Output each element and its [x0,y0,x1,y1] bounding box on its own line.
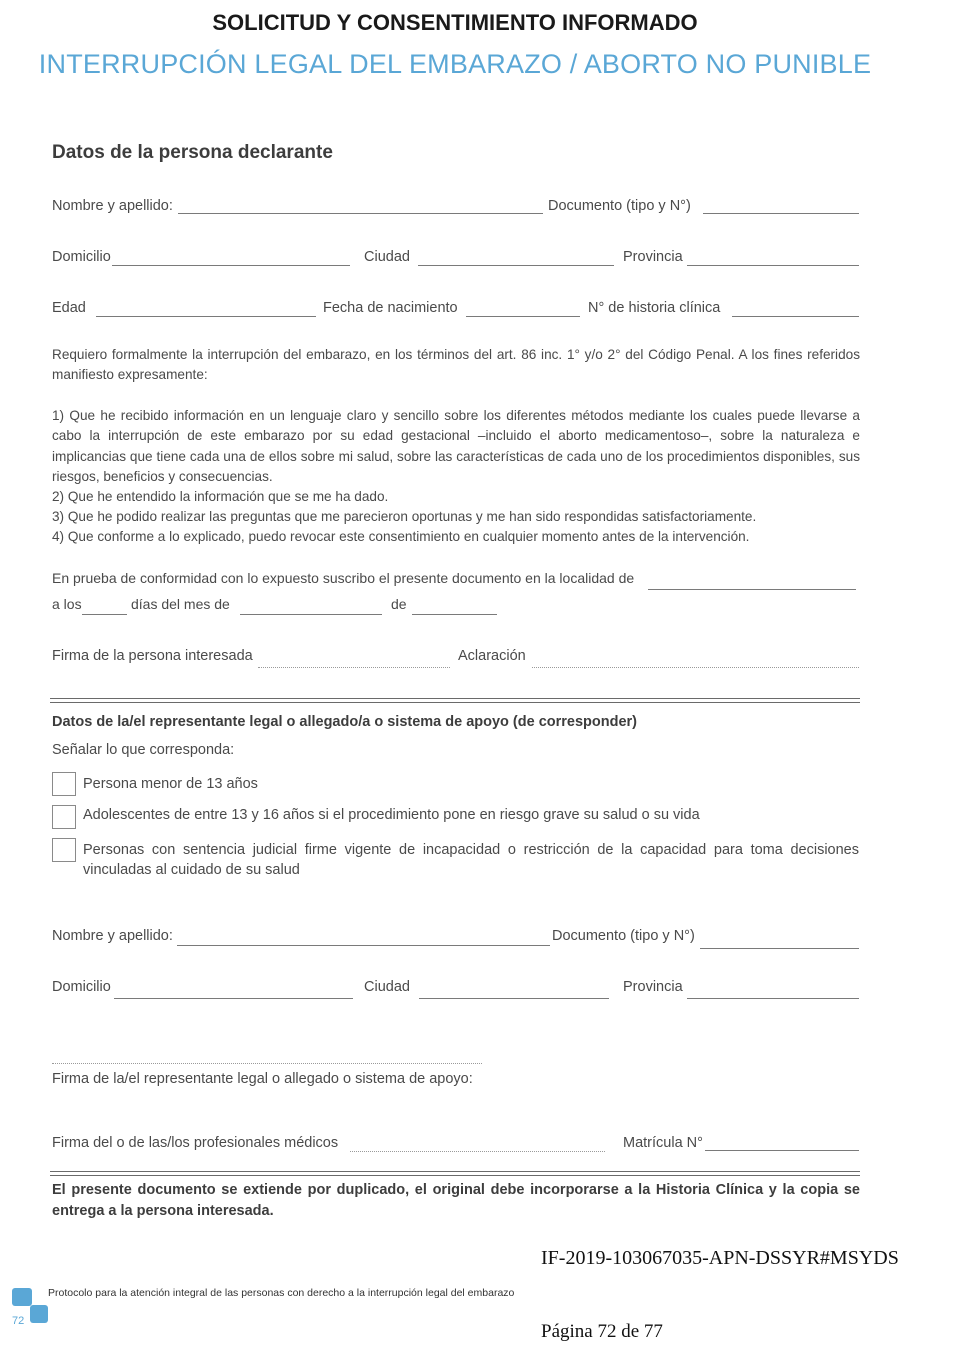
representative-city-field[interactable] [419,998,609,999]
document-title: SOLICITUD Y CONSENTIMIENTO INFORMADO [212,10,698,35]
representative-address-field[interactable] [114,998,353,999]
representative-name-field[interactable] [177,945,550,946]
declarant-birthdate-field[interactable] [466,316,580,317]
representative-province-field[interactable] [687,998,859,999]
declarant-record-field[interactable] [732,316,859,317]
option-incapacity-label: Personas con sentencia judicial firme vigente de incapacidad o restricción de la capacidad para toma decisiones vinculadas al cuidado de su salud [83,842,859,878]
declarant-province-field[interactable] [687,265,859,266]
representative-document-label: Documento (tipo y N°) [552,928,695,944]
license-label: Matrícula N° [623,1135,703,1151]
a-los-label: a los [52,596,82,612]
representative-name-label: Nombre y apellido: [52,928,173,944]
declarant-age-label: Edad [52,300,86,316]
declarant-name-label: Nombre y apellido: [52,198,173,214]
representative-signature-field[interactable] [52,1063,482,1064]
section-divider [50,698,860,703]
logo-square-bottom [30,1305,48,1323]
declarant-province-label: Provincia [623,249,683,265]
signature-field[interactable] [258,667,450,668]
consent-item-1: 1) Que he recibido información en un lenguaje claro y sencillo sobre los diferentes métodos mediante los cuales puede llevarse a cabo la interrupción de este embarazo por su edad gestacional –incluido el aborto medicamentoso–, sobre la naturaleza e implicancias que tiene cada una de ellos sobre mi salud, sobre las características de cada uno de los procedimientos disponibles, sus riesgos, beneficios y consecuencias. [52,408,860,484]
locality-field[interactable] [648,589,856,590]
professionals-signature-field[interactable] [350,1151,605,1152]
closing-divider [50,1171,860,1176]
option-under-13-checkbox[interactable] [52,772,76,796]
request-paragraph: Requiero formalmente la interrupción del embarazo, en los términos del art. 86 inc. 1° y/o 2° del Código Penal. A los fines referidos manifiesto expresamente: [52,347,860,383]
days-of-month-label: días del mes de [131,596,230,612]
representative-signature-label: Firma de la/el representante legal o allegado o sistema de apoyo: [52,1071,473,1087]
day-field[interactable] [82,614,127,615]
logo-square-top [12,1288,32,1306]
consent-item-2: 2) Que he entendido la información que se me ha dado. [52,489,389,504]
license-field[interactable] [705,1150,859,1151]
declarant-heading: Datos de la persona declarante [52,142,333,163]
signature-label: Firma de la persona interesada [52,648,253,664]
declarant-age-field[interactable] [96,316,316,317]
declarant-name-field[interactable] [178,213,543,214]
year-field[interactable] [412,614,497,615]
professionals-signature-label: Firma del o de las/los profesionales médicos [52,1135,339,1151]
declarant-address-field[interactable] [112,265,350,266]
representative-address-label: Domicilio [52,979,111,995]
declarant-city-label: Ciudad [364,249,410,265]
conformity-text: En prueba de conformidad con lo expuesto suscribo el presente documento en la localidad de [52,570,635,586]
consent-item-4: 4) Que conforme a lo explicado, puedo revocar este consentimiento en cualquier momento antes de la intervención. [52,529,750,544]
representative-province-label: Provincia [623,979,683,995]
representative-document-field[interactable] [700,948,859,949]
protocol-footnote: Protocolo para la atención integral de las personas con derecho a la interrupción legal del embarazo [48,1287,515,1299]
option-13-16-label: Adolescentes de entre 13 y 16 años si el procedimiento pone en riesgo grave su salud o su vida [83,807,700,823]
representative-city-label: Ciudad [364,979,410,995]
declarant-document-field[interactable] [703,213,859,214]
option-under-13-label: Persona menor de 13 años [83,776,258,792]
representative-heading: Datos de la/el representante legal o allegado/a o sistema de apoyo (de corresponder) [52,714,638,730]
clarification-field[interactable] [532,667,859,668]
declarant-address-label: Domicilio [52,249,111,265]
representative-instruction: Señalar lo que corresponda: [52,742,235,758]
declarant-city-field[interactable] [418,265,614,266]
declarant-document-label: Documento (tipo y N°) [548,198,691,214]
de-label: de [391,596,407,612]
declarant-record-label: N° de historia clínica [588,300,721,316]
closing-note: El presente documento se extiende por duplicado, el original debe incorporarse a la Historia Clínica y la copia se entrega a la persona interesada. [52,1182,860,1219]
consent-item-3: 3) Que he podido realizar las preguntas que me parecieron oportunas y me han sido respondidas satisfactoriamente. [52,509,757,524]
month-field[interactable] [240,614,382,615]
document-subtitle: INTERRUPCIÓN LEGAL DEL EMBARAZO / ABORTO NO PUNIBLE [38,49,872,79]
declarant-birthdate-label: Fecha de nacimiento [323,300,458,316]
option-13-16-checkbox[interactable] [52,805,76,829]
page-of-total: Página 72 de 77 [541,1321,663,1342]
document-id: IF-2019-103067035-APN-DSSYR#MSYDS [541,1247,899,1269]
clarification-label: Aclaración [458,648,526,664]
option-incapacity-checkbox[interactable] [52,838,76,862]
page-number: 72 [12,1315,25,1327]
